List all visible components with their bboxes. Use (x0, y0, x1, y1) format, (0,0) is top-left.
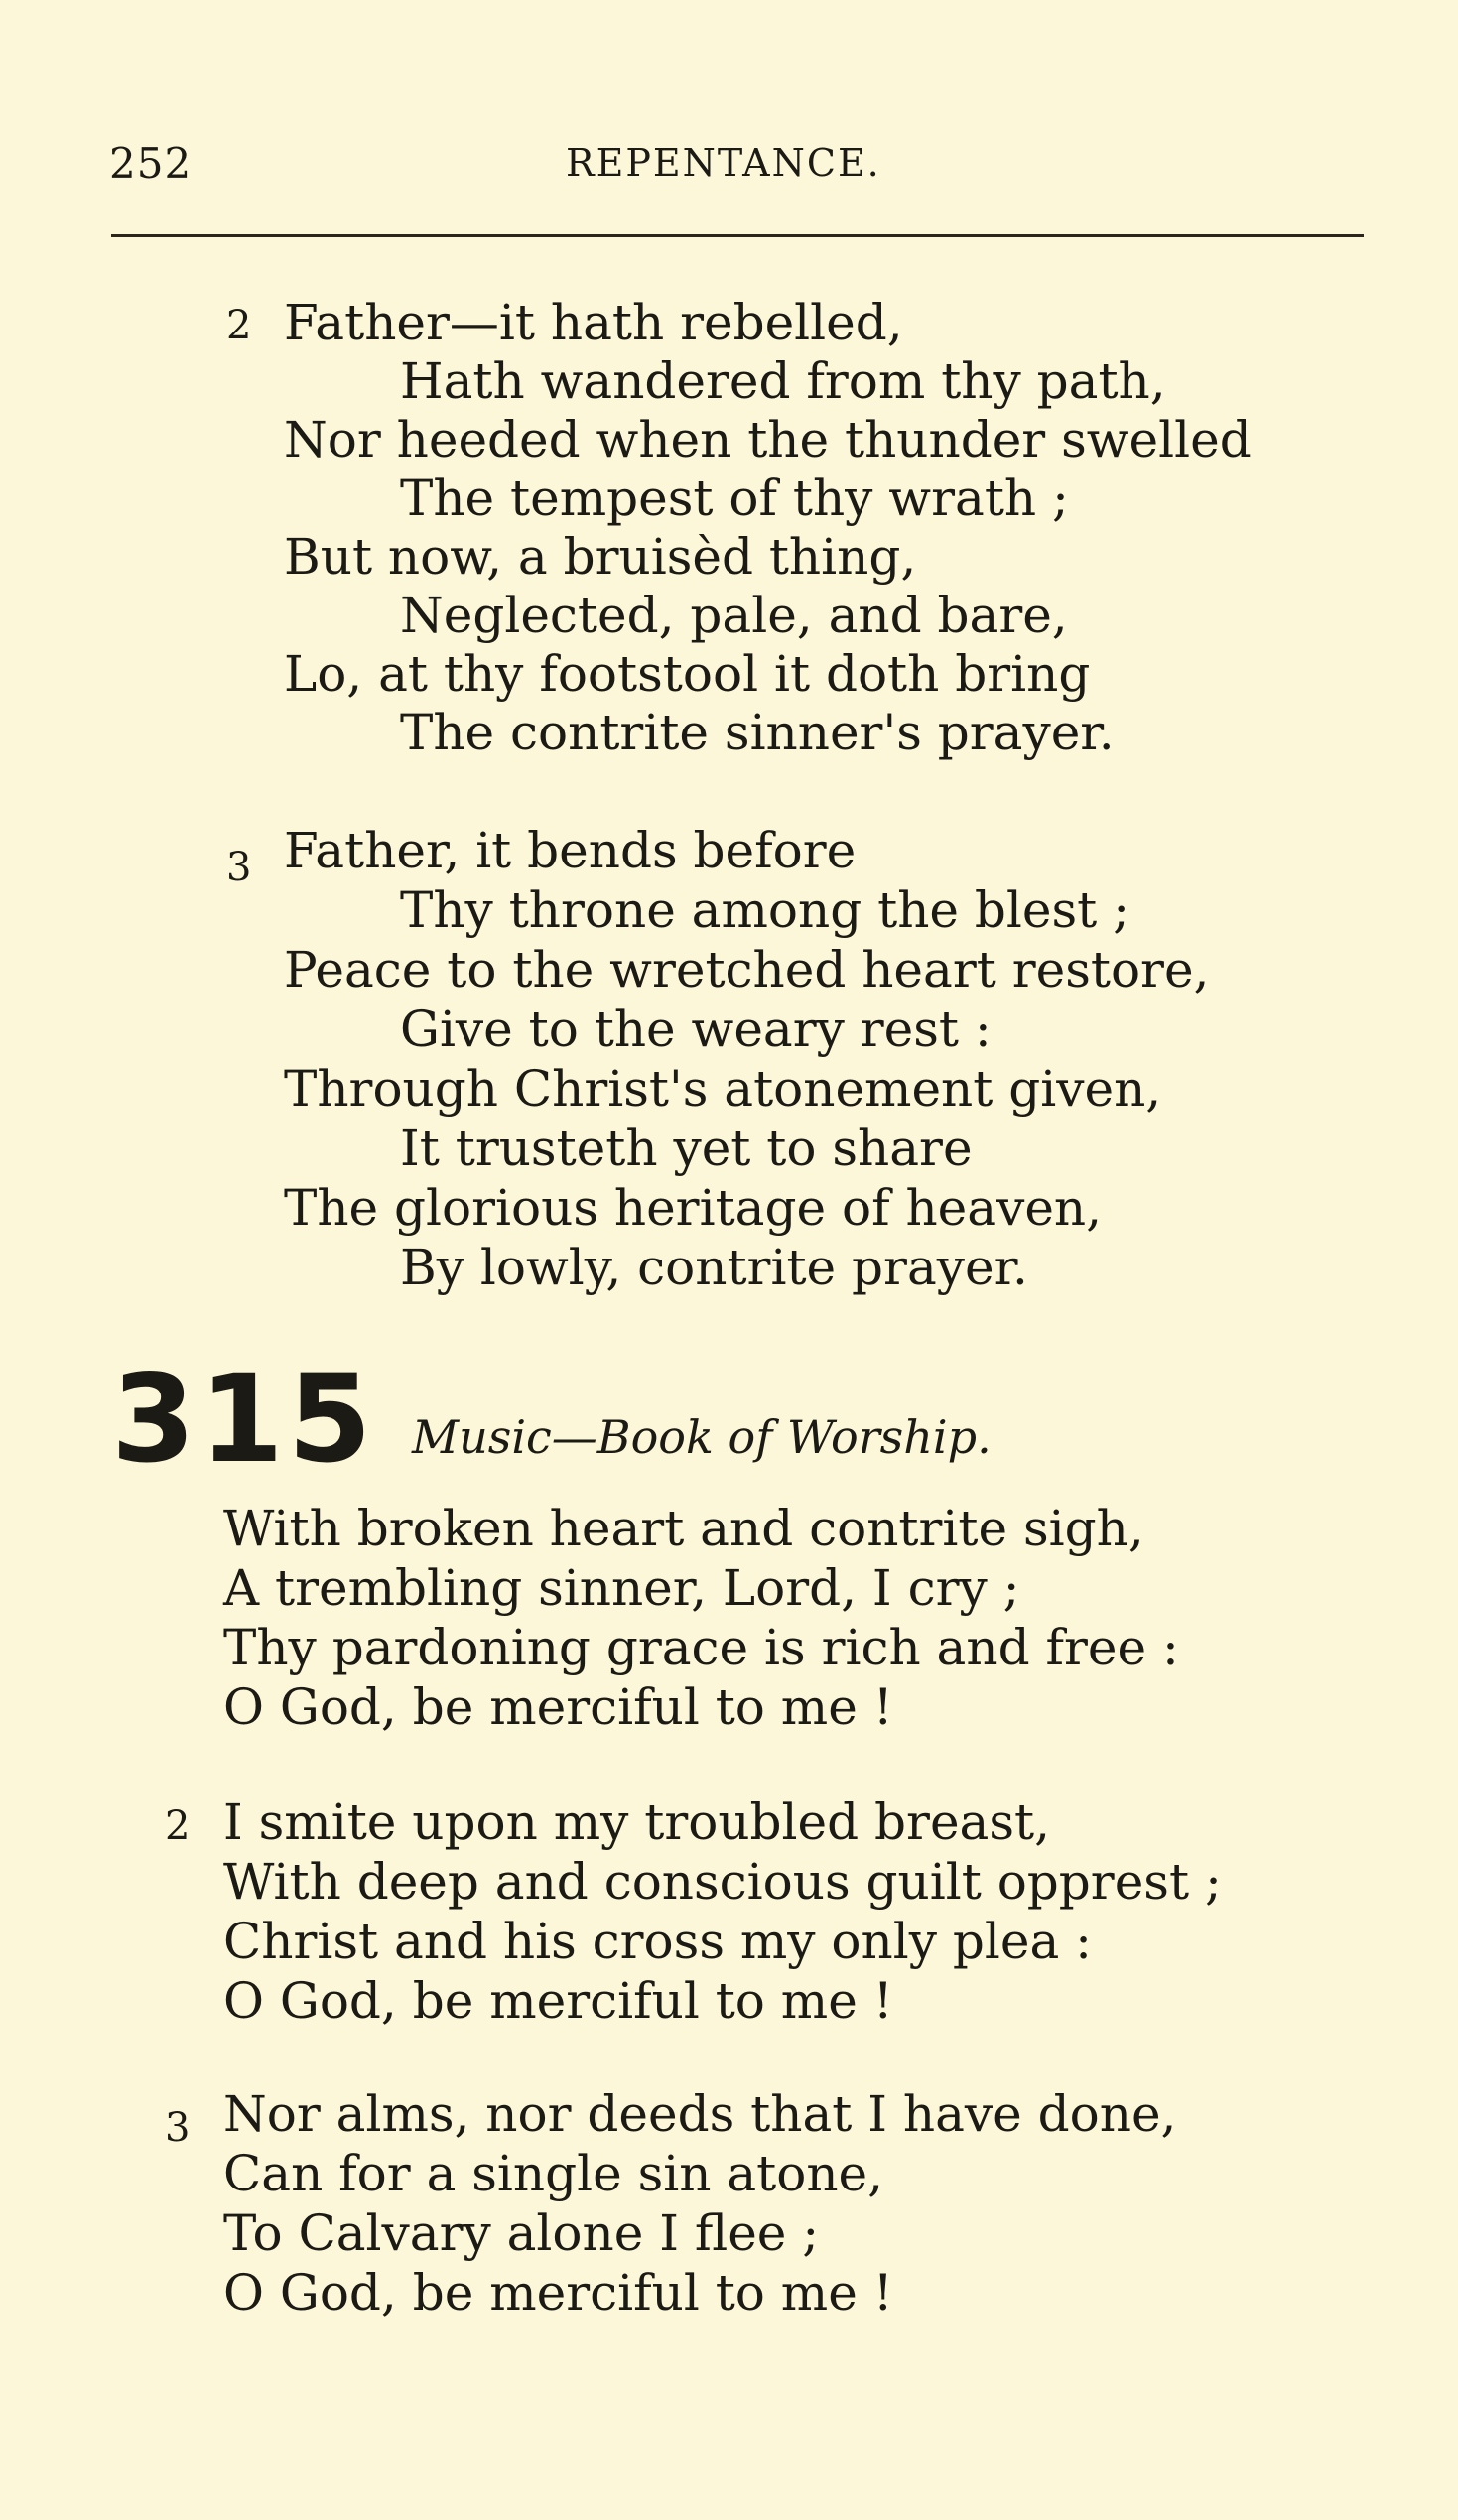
verse-line: Give to the weary rest : (400, 1000, 992, 1058)
verse-line: The glorious heritage of heaven, (284, 1179, 1102, 1237)
page-number: 252 (109, 139, 193, 188)
verse-line: It trusteth yet to share (400, 1120, 973, 1177)
verse-line: To Calvary alone I flee ; (223, 2204, 820, 2262)
verse-line: With deep and conscious guilt opprest ; (223, 1853, 1222, 1911)
hymn-number: 315 (111, 1349, 376, 1490)
verse-line: The contrite sinner's prayer. (400, 704, 1115, 761)
stanza-number: 2 (226, 303, 252, 348)
verse-line: Father—it hath rebelled, (284, 294, 903, 351)
verse-line: O God, be merciful to me ! (223, 2264, 893, 2321)
verse-line: Thy pardoning grace is rich and free : (223, 1619, 1179, 1676)
verse-line: Neglected, pale, and bare, (400, 587, 1068, 644)
verse-line: O God, be merciful to me ! (223, 1972, 893, 2030)
stanza-number: 3 (226, 845, 252, 890)
verse-line: Hath wandered from thy path, (400, 352, 1166, 410)
verse-line: Nor alms, nor deeds that I have done, (223, 2085, 1177, 2143)
verse-line: The tempest of thy wrath ; (400, 469, 1069, 527)
music-credit: Music—Book of Worship. (412, 1410, 992, 1464)
verse-line: Father, it bends before (284, 822, 857, 879)
stanza-number: 2 (165, 1803, 191, 1849)
verse-line: Thy throne among the blest ; (400, 881, 1129, 939)
stanza-number: 3 (165, 2105, 191, 2151)
verse-line: But now, a bruisèd thing, (284, 528, 917, 586)
verse-line: O God, be merciful to me ! (223, 1678, 893, 1736)
verse-line: Christ and his cross my only plea : (223, 1913, 1092, 1970)
verse-line: By lowly, contrite prayer. (400, 1239, 1028, 1296)
page-header (0, 139, 1458, 199)
verse-line: Nor heeded when the thunder swelled (284, 411, 1252, 468)
verse-line: A trembling sinner, Lord, I cry ; (223, 1559, 1020, 1617)
verse-line: Lo, at thy footstool it doth bring (284, 645, 1091, 703)
verse-line: Peace to the wretched heart restore, (284, 941, 1210, 998)
verse-line: Can for a single sin atone, (223, 2145, 884, 2202)
verse-line: Through Christ's atonement given, (284, 1060, 1162, 1118)
header-rule (111, 234, 1364, 237)
running-head: REPENTANCE. (566, 141, 881, 185)
verse-line: With broken heart and contrite sigh, (223, 1500, 1144, 1557)
verse-line: I smite upon my troubled breast, (223, 1793, 1050, 1851)
